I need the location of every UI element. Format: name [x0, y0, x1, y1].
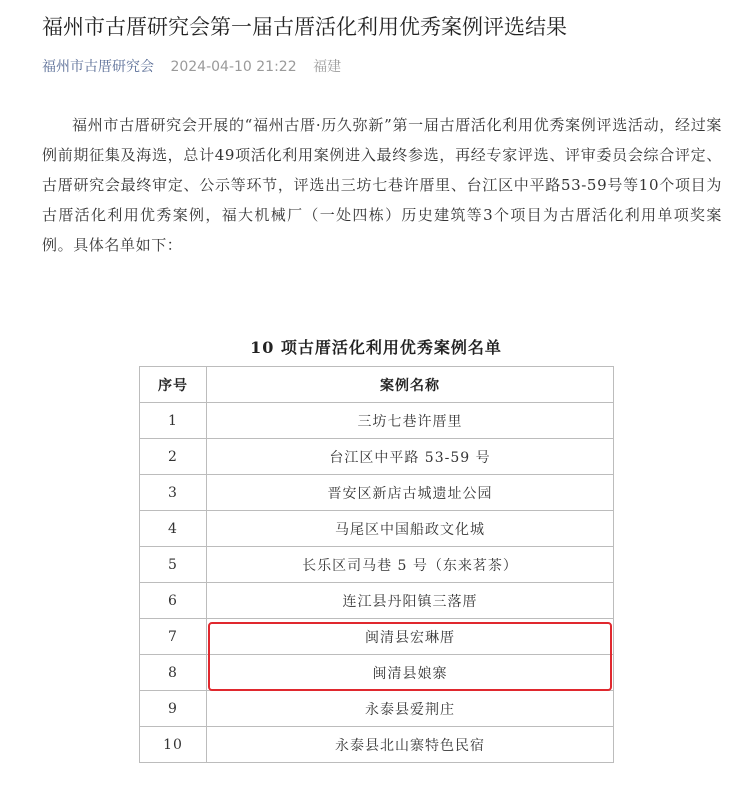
article-meta	[42, 57, 341, 77]
row-number: 5	[140, 547, 207, 583]
row-number: 9	[140, 691, 207, 727]
row-case-name: 台江区中平路 53-59 号	[207, 439, 614, 475]
row-case-name: 连江县丹阳镇三落厝	[207, 583, 614, 619]
table-row	[140, 475, 614, 511]
row-number: 6	[140, 583, 207, 619]
row-number: 2	[140, 439, 207, 475]
table-header-row	[140, 367, 614, 403]
row-case-name: 闽清县宏琳厝	[207, 619, 614, 655]
row-case-name: 长乐区司马巷 5 号（东来茗茶）	[207, 547, 614, 583]
table-row	[140, 691, 614, 727]
article-title: 福州市古厝研究会第一届古厝活化利用优秀案例评选结果	[42, 15, 567, 39]
row-case-name: 永泰县爱荆庄	[207, 691, 614, 727]
row-number: 10	[140, 727, 207, 763]
table-row	[140, 403, 614, 439]
row-number: 8	[140, 655, 207, 691]
row-number: 7	[140, 619, 207, 655]
table-row	[140, 439, 614, 475]
table-title: 10 项古厝活化利用优秀案例名单	[250, 338, 502, 357]
cases-table	[139, 366, 614, 763]
article-datetime: 2024-04-10 21:22	[170, 59, 297, 75]
row-case-name: 马尾区中国船政文化城	[207, 511, 614, 547]
row-case-name: 三坊七巷许厝里	[207, 403, 614, 439]
table-row	[140, 547, 614, 583]
table-row	[140, 583, 614, 619]
row-case-name: 永泰县北山寨特色民宿	[207, 727, 614, 763]
row-case-name: 闽清县娘寨	[207, 655, 614, 691]
row-number: 4	[140, 511, 207, 547]
table-row	[140, 511, 614, 547]
row-case-name: 晋安区新店古城遗址公园	[207, 475, 614, 511]
header-number: 序号	[140, 367, 207, 403]
table-row	[140, 655, 614, 691]
article-source-link[interactable]: 福州市古厝研究会	[42, 59, 154, 75]
article-body-paragraph: 福州市古厝研究会开展的“福州古厝·历久弥新”第一届古厝活化利用优秀案例评选活动，经过案例前期征集及海选，总计49项活化利用案例进入最终参选，再经专家评选、评审委员会综合评定、古厝研究会最终审定、公示等环节，评选出三坊七巷许厝里、台江区中平路53-59号等10个项目为古厝活化利用优秀案例，福大机械厂（一处四栋）历史建筑等3个项目为古厝活化利用单项奖案例。具体名单如下：	[42, 116, 722, 254]
header-case-name: 案例名称	[207, 367, 614, 403]
table-row	[140, 619, 614, 655]
article-location: 福建	[313, 59, 342, 75]
row-number: 3	[140, 475, 207, 511]
row-number: 1	[140, 403, 207, 439]
table-row	[140, 727, 614, 763]
